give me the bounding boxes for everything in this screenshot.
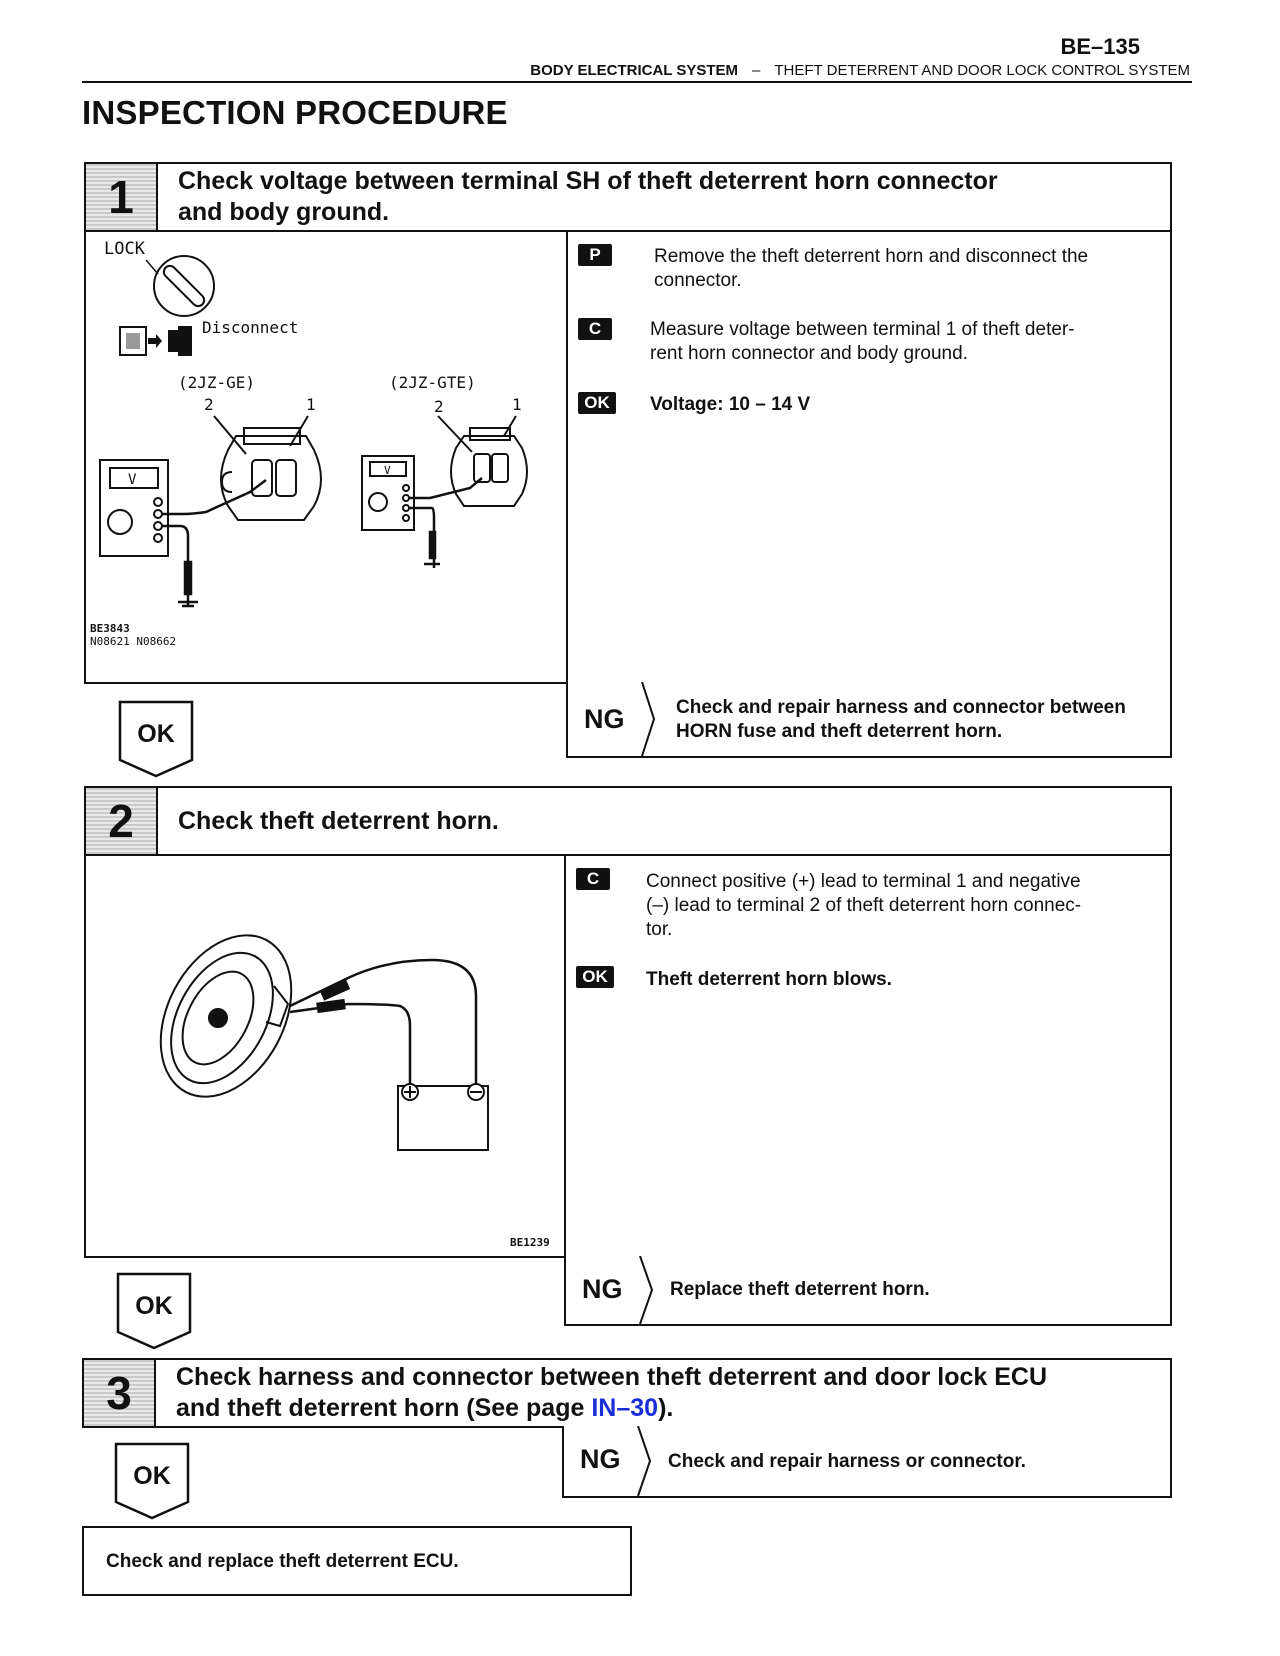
check-line: Connect positive (+) lead to terminal 1 and negative	[646, 871, 1081, 892]
step-1-ng-row	[566, 682, 1172, 758]
step-1-instructions	[566, 230, 1172, 684]
pin-label: 1	[512, 395, 522, 414]
ng-action-line: Check and repair harness and connector between	[676, 697, 1126, 718]
step-2-title: Check theft deterrent horn.	[178, 806, 499, 835]
step-3-title-text: and theft deterrent horn (See page	[176, 1394, 592, 1422]
connector-measurement-diagram	[86, 232, 566, 682]
header-separator: –	[752, 62, 761, 79]
meter-v-label: V	[128, 472, 137, 488]
test-leads-icon	[162, 480, 266, 606]
page-number: BE–135	[1060, 34, 1140, 59]
prepare-line: Remove the theft deterrent horn and disconnect the	[654, 246, 1089, 267]
step-2-number: 2	[86, 788, 158, 854]
engine-label-2jz-ge: (2JZ-GE)	[178, 373, 256, 392]
ng-arrow-icon	[640, 682, 656, 756]
ng-action	[676, 696, 1126, 744]
ng-label: NG	[580, 1444, 621, 1474]
step-1-ok-badge	[119, 700, 193, 776]
pin-label: 1	[306, 395, 316, 414]
ng-action-line: HORN fuse and theft deterrent horn.	[676, 721, 1003, 742]
page-title: INSPECTION PROCEDURE	[82, 94, 508, 131]
horn-battery-diagram	[86, 856, 564, 1256]
step-3-ok-badge	[115, 1442, 189, 1518]
ng-arrow-icon	[638, 1256, 654, 1324]
step-3-title-line1: Check harness and connector between theft deterrent and door lock ECU	[176, 1363, 1048, 1391]
step-3-title-text: ).	[658, 1394, 674, 1422]
step-2-ng-row	[564, 1256, 1172, 1326]
step-2-figure	[84, 854, 566, 1258]
pin-label: 2	[434, 397, 444, 416]
pin-label: 2	[204, 395, 214, 414]
badge-ok: OK	[578, 392, 616, 414]
ok-label: OK	[137, 720, 175, 748]
horn-connector-icon	[214, 416, 321, 520]
badge-check: C	[578, 318, 612, 340]
check-line: tor.	[646, 919, 673, 940]
figure-code: BE1239	[510, 1236, 550, 1249]
meter-v-label: V	[384, 464, 391, 477]
final-action-text: Check and replace theft deterrent ECU.	[106, 1551, 459, 1572]
ng-label: NG	[584, 704, 625, 734]
step-1-number: 1	[86, 164, 158, 230]
check-line: rent horn connector and body ground.	[650, 343, 968, 364]
badge-ok: OK	[576, 966, 614, 988]
badge-prepare: P	[578, 244, 612, 266]
engine-label-2jz-gte: (2JZ-GTE)	[389, 373, 476, 392]
check-text	[650, 318, 1075, 366]
ignition-key-icon	[154, 256, 214, 316]
prepare-line: connector.	[654, 270, 742, 291]
step-2-ok-badge	[117, 1272, 191, 1348]
prepare-text	[654, 245, 1088, 293]
figure-code: N08621 N08662	[90, 635, 177, 648]
final-action-box	[82, 1526, 632, 1596]
step-1-title	[158, 164, 1018, 230]
lock-label: LOCK	[104, 239, 145, 259]
check-line: (–) lead to terminal 2 of theft deterrent horn connec-	[646, 895, 1082, 916]
section-name: BODY ELECTRICAL SYSTEM	[530, 62, 739, 79]
ok-label: OK	[135, 1292, 173, 1320]
step-3-title	[156, 1360, 1067, 1426]
step-3-number: 3	[84, 1360, 156, 1426]
ok-criteria: Voltage: 10 – 14 V	[650, 394, 811, 415]
step-1-title-line1: Check voltage between terminal SH of theft deterrent horn connector	[178, 167, 998, 195]
ok-criteria: Theft deterrent horn blows.	[646, 969, 892, 990]
check-line: Measure voltage between terminal 1 of theft deter-	[650, 319, 1075, 340]
step-3-ng-row	[562, 1426, 1172, 1498]
disconnect-label: Disconnect	[202, 318, 299, 337]
ng-action: Check and repair harness or connector.	[668, 1451, 1026, 1472]
step-1-header	[84, 162, 1172, 232]
subsection-name: THEFT DETERRENT AND DOOR LOCK CONTROL SYSTEM	[774, 62, 1190, 79]
page-link-in-30[interactable]: IN–30	[591, 1394, 659, 1422]
ng-action: Replace theft deterrent horn.	[670, 1279, 930, 1300]
test-leads-icon	[290, 960, 476, 1092]
disconnect-icon	[120, 326, 192, 356]
step-3-header	[82, 1358, 1172, 1428]
step-1-figure	[84, 230, 568, 684]
step-3-title-line2	[176, 1393, 1047, 1424]
test-leads-icon	[410, 478, 482, 568]
horn-icon	[134, 913, 317, 1119]
figure-code: BE3843	[90, 622, 130, 635]
check-text	[646, 870, 1081, 942]
ng-arrow-icon	[636, 1426, 652, 1496]
step-2-header	[84, 786, 1172, 856]
battery-icon	[398, 1084, 488, 1150]
ng-label: NG	[582, 1274, 623, 1304]
header-rule	[82, 81, 1192, 83]
badge-check: C	[576, 868, 610, 890]
step-1-title-line2: and body ground.	[178, 198, 390, 226]
ok-label: OK	[133, 1462, 171, 1490]
running-header	[82, 62, 1190, 79]
